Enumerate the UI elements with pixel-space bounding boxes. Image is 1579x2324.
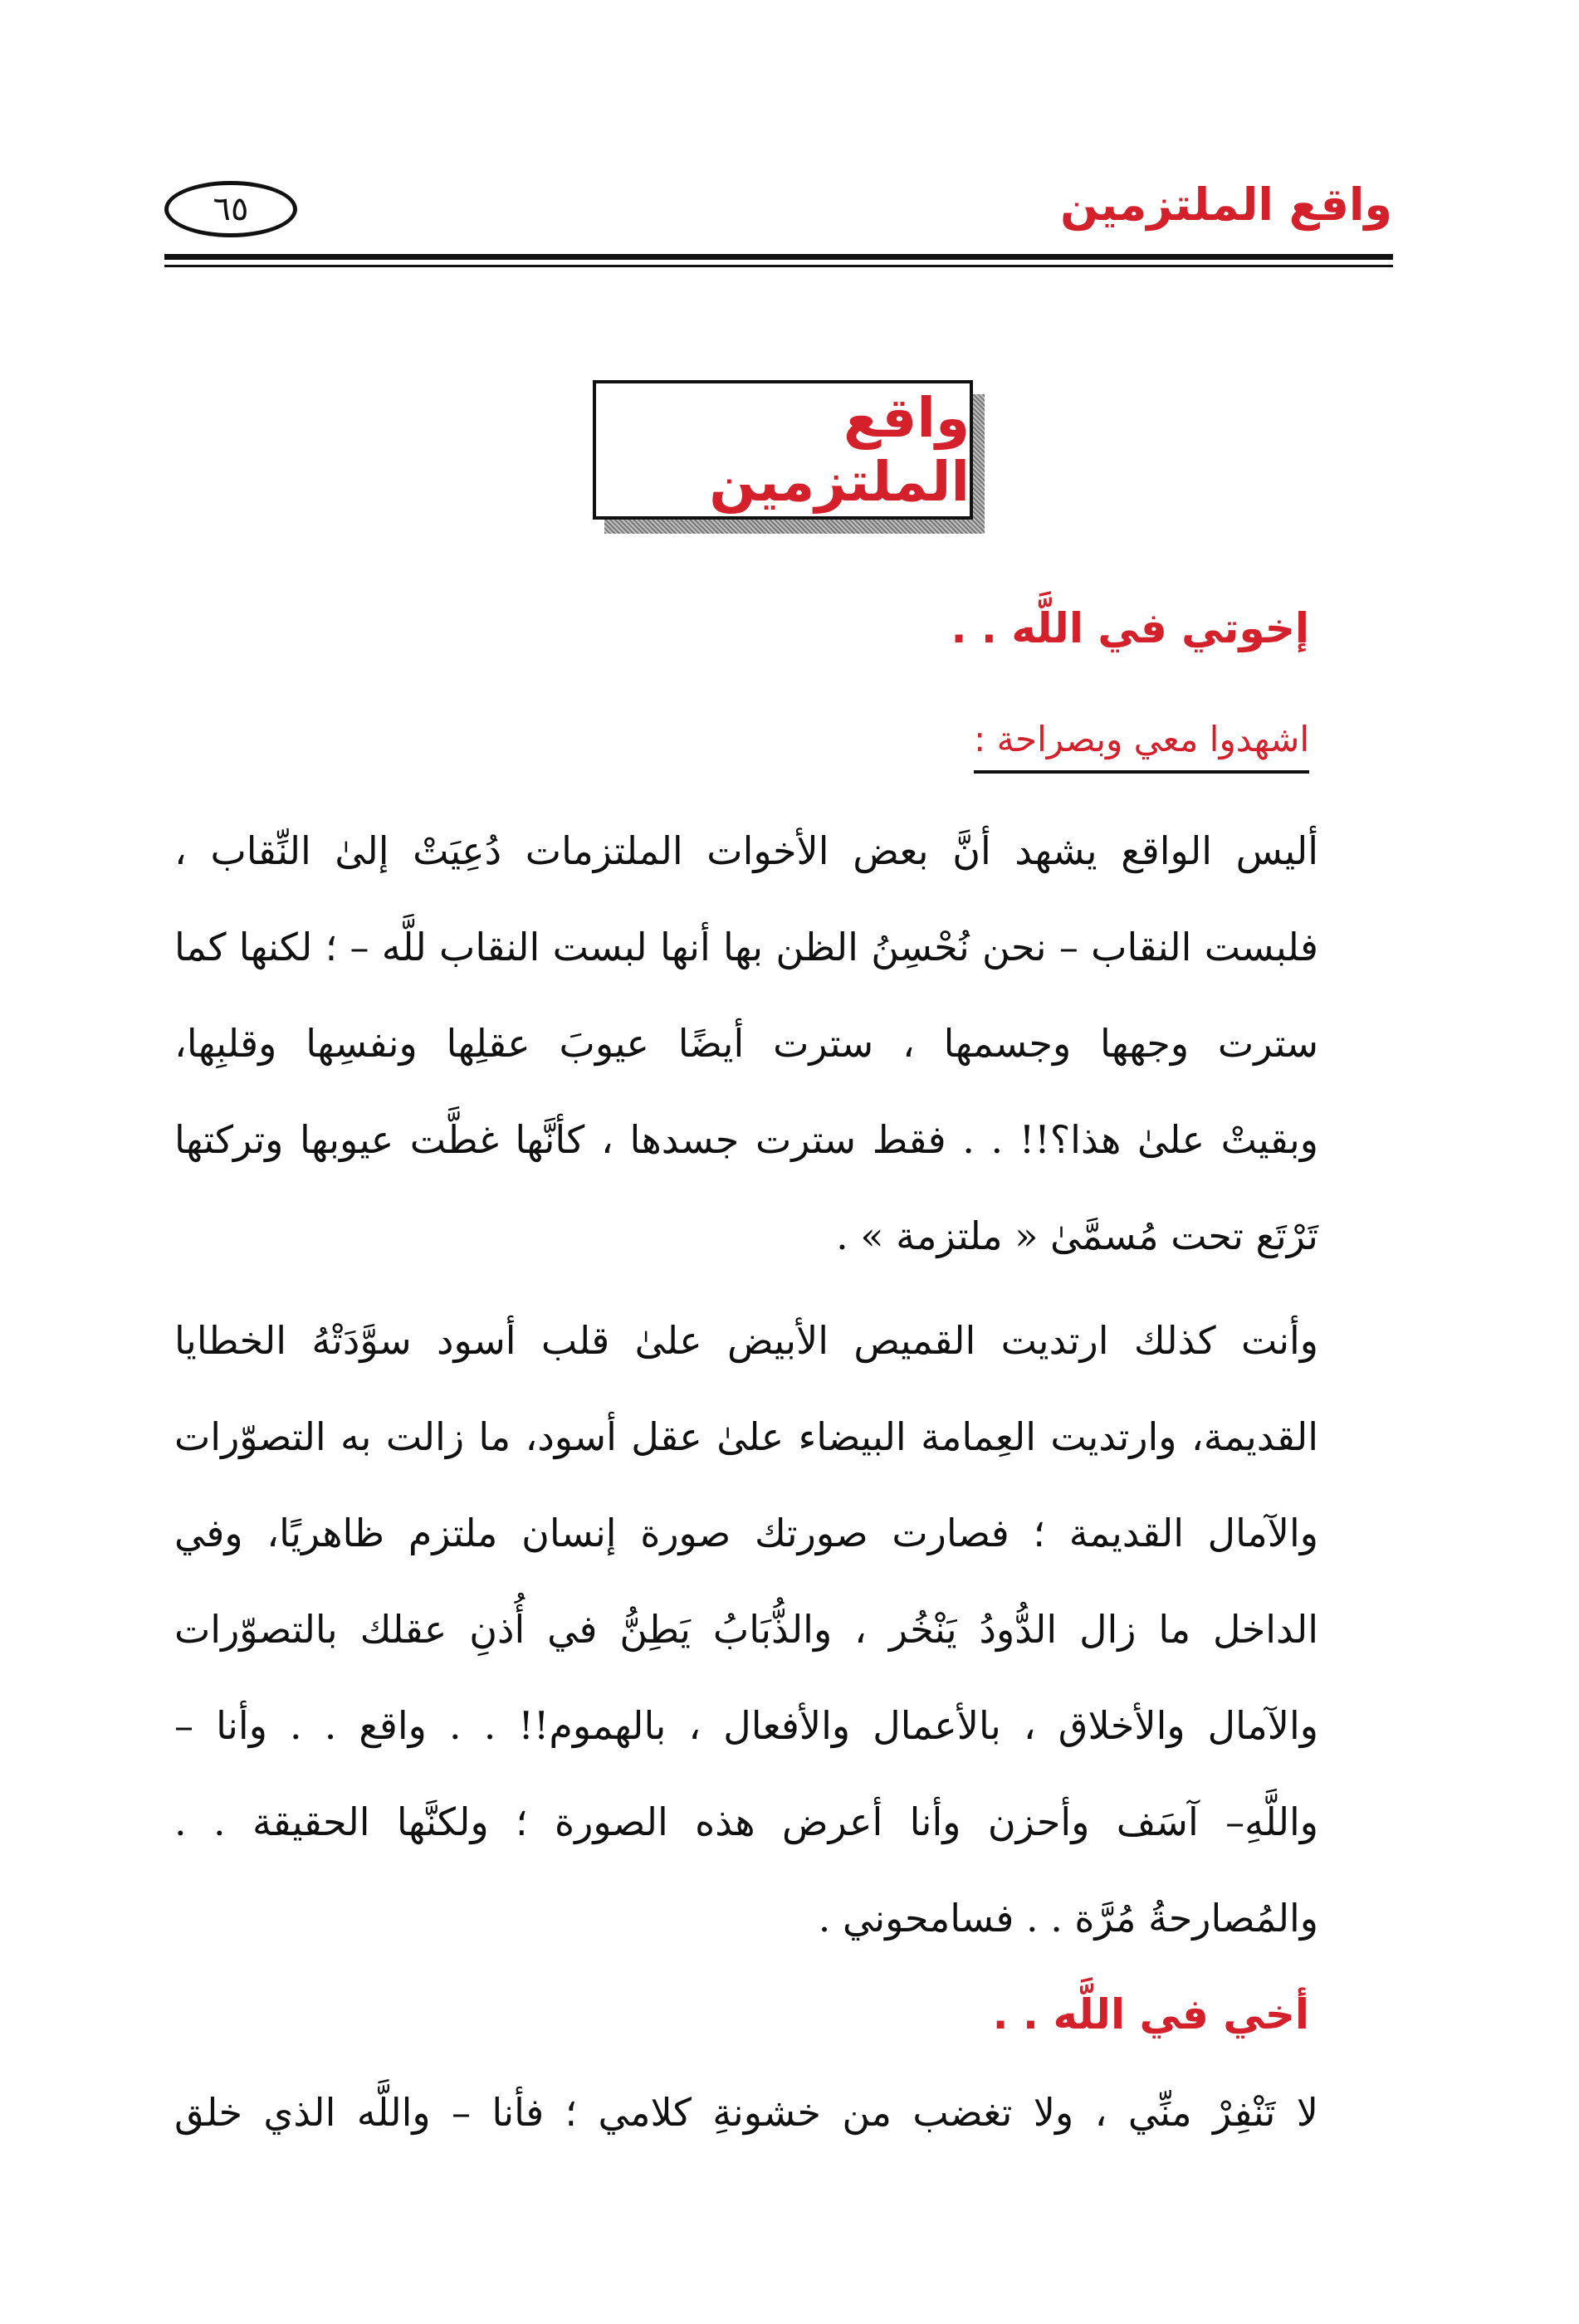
paragraph-1-line: وبقيتْ علىٰ هذا؟!! . . فقط سترت جسدها ، كأنَّها غطَّت عيوبها وتركتها: [174, 1117, 1318, 1162]
page-number: ٦٥: [213, 190, 249, 228]
paragraph-2-line: واللَّهِ– آسَف وأحزن وأنا أعرض هذه الصورة ؛ ولكنَّها الحقيقة . .: [174, 1799, 1318, 1844]
paragraph-2-line: القديمة، وارتديت العِمامة البيضاء علىٰ عقل أسود، ما زالت به التصوّرات: [174, 1414, 1318, 1459]
header-rule-thick: [164, 254, 1393, 260]
paragraph-1-line: سترت وجهها وجسمها ، سترت أيضًا عيوبَ عقلِها ونفسِها وقلبِها،: [174, 1021, 1318, 1066]
header-rule-thin: [164, 265, 1393, 267]
paragraph-1-line: أليس الواقع يشهد أنَّ بعض الأخوات الملتزمات دُعِيَتْ إلىٰ النِّقاب ،: [174, 828, 1318, 873]
subheading-testify: اشهدوا معي وبصراحة :: [974, 722, 1309, 774]
chapter-title-box: [593, 380, 973, 520]
paragraph-2-line: وأنت كذلك ارتديت القميص الأبيض علىٰ قلب أسود سوَّدَتْهُ الخطايا: [174, 1318, 1318, 1363]
page-number-oval: [164, 181, 297, 237]
paragraph-1-line: فلبست النقاب – نحن نُحْسِنُ الظن بها أنها لبست النقاب للَّه – ؛ لكنها كما: [174, 925, 1318, 969]
paragraph-2-line: الداخل ما زال الدُّودُ يَنْخُر ، والذُّبَابُ يَطِنُّ في أُذنِ عقلك بالتصوّرات: [174, 1607, 1318, 1652]
paragraph-2-line: والآمال والأخلاق ، بالأعمال والأفعال ، بالهموم!! . . واقع . . وأنا –: [174, 1703, 1318, 1748]
heading-brother-in-god: أخي في اللَّه . .: [992, 1990, 1309, 2038]
paragraph-2-line: والآمال القديمة ؛ فصارت صورتك صورة إنسان ملتزم ظاهريًا، وفي: [174, 1511, 1318, 1555]
chapter-title: واقع الملتزمين: [709, 386, 970, 514]
paragraph-1-line: تَرْتَع تحت مُسمَّىٰ « ملتزمة » .: [836, 1213, 1318, 1258]
paragraph-2-line: والمُصارحةُ مُرَّة . . فسامحوني .: [818, 1896, 1318, 1941]
heading-brothers-in-god: إخوتي في اللَّه . .: [951, 604, 1309, 652]
running-title: واقع الملتزمين: [1060, 178, 1392, 231]
paragraph-3-line: لا تَنْفِرْ منِّي ، ولا تغضب من خشونةِ كلامي ؛ فأنا – واللَّه الذي خلق: [174, 2090, 1318, 2135]
